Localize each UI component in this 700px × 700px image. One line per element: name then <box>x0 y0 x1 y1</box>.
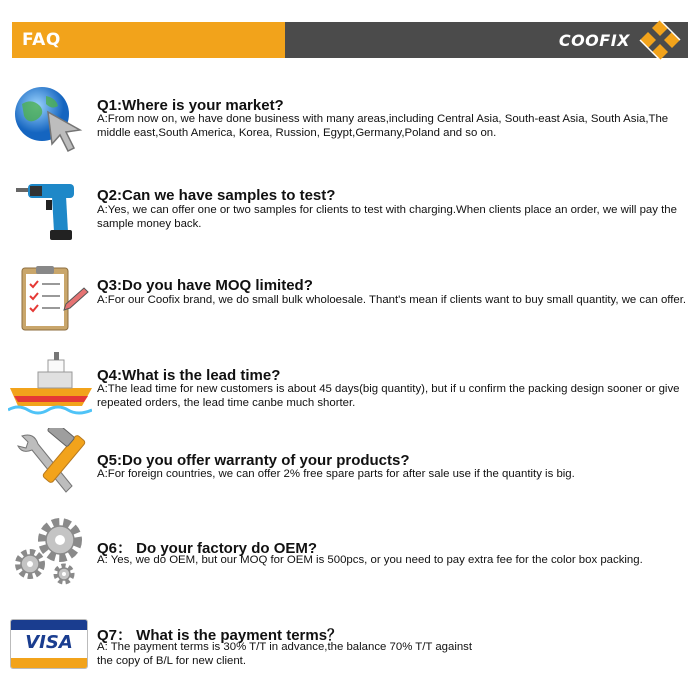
answer-1: A:From now on, we have done business with many areas,including Central Asia, South-east Asia, South Asia,The middle east,South America, Korea, Russion, Egypt,Germany,Poland and so on. <box>97 113 669 139</box>
question-3: Q3:Do you have MOQ limited? <box>97 277 313 294</box>
answer-4: A:The lead time for new customers is about 45 days(big quantity), but if u confirm the packing design sooner or give repeated orders, the lead time canbe much shorter. <box>97 383 680 409</box>
question-4: Q4:What is the lead time? <box>97 367 281 384</box>
globe-cursor-icon <box>8 82 92 154</box>
question-7: Q7： What is the payment terms？ <box>97 627 343 644</box>
answer-5: A:For foreign countries, we can offer 2% free spare parts for after sale use if the quantity is big. <box>97 468 575 480</box>
power-drill-icon <box>8 174 92 246</box>
question-6: Q6： Do your factory do OEM? <box>97 540 318 557</box>
coofix-logo-icon <box>634 18 686 62</box>
answer-3: A:For our Coofix brand, we do small bulk wholoesale. Thant's mean if clients want to buy small quantity, we can offer. <box>97 294 687 306</box>
answer-6: A: Yes, we do OEM, but our MOQ for OEM is 500pcs, or you need to pay extra fee for the color box packing. <box>97 554 643 566</box>
gears-icon <box>8 516 92 588</box>
faq-header <box>12 22 688 58</box>
answer-2: A:Yes, we can offer one or two samples for clients to test with charging.When clients place an order, we will pay the sample money back. <box>97 204 677 230</box>
visa-card-text: VISA <box>25 632 73 653</box>
clipboard-checklist-icon <box>8 264 92 336</box>
brand-name: COOFIX <box>558 31 630 50</box>
hammer-wrench-icon <box>8 428 92 500</box>
page-title: FAQ <box>22 30 61 50</box>
question-2: Q2:Can we have samples to test? <box>97 187 336 204</box>
question-5: Q5:Do you offer warranty of your products? <box>97 452 410 469</box>
cargo-ship-icon <box>8 350 92 422</box>
visa-card-icon <box>10 619 88 669</box>
question-1: Q1:Where is your market? <box>97 97 284 114</box>
answer-7: A: The payment terms is 30% T/T in advance,the balance 70% T/T against the copy of B/L for new client. <box>97 641 473 667</box>
